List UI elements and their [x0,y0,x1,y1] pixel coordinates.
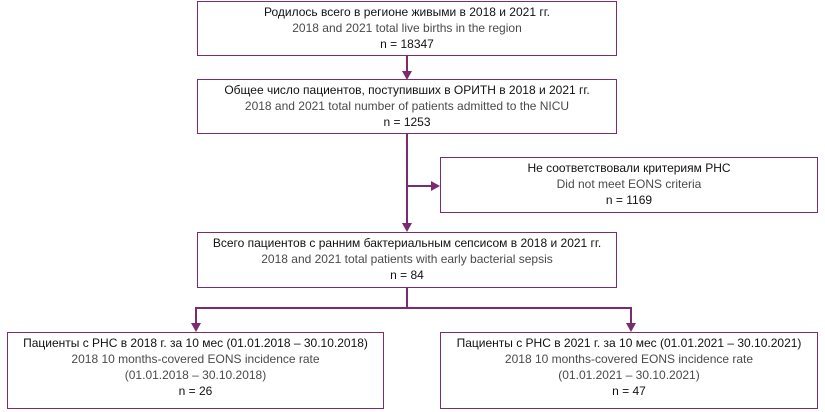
arrow-to-2018 [191,323,201,332]
box-excluded [440,157,818,213]
box-live-births-n: n = 18347 [380,37,434,51]
box-2021-period: (01.01.2021 – 30.10.2021) [558,368,700,382]
box-sepsis-en: 2018 and 2021 total patients with early bacterial sepsis [261,252,553,266]
box-nicu-admissions [197,79,617,134]
connector-to-excluded [407,185,433,187]
box-2021 [440,332,818,409]
box-live-births-ru: Родилось всего в регионе живыми в 2018 и 2021 гг. [264,5,550,19]
box-sepsis-n: n = 84 [390,268,424,282]
connector-nicu-sepsis [406,134,408,224]
box-excluded-ru: Не соответствовали критериям РНС [527,161,731,175]
box-excluded-n: n = 1169 [605,193,653,207]
connector-split-horizontal [195,307,632,309]
box-excluded-en: Did not meet EONS criteria [556,177,702,191]
box-2018-n: n = 26 [178,384,213,398]
arrow-to-excluded [431,181,440,191]
arrow-nicu-sepsis [402,223,412,232]
box-nicu-en: 2018 and 2021 total number of patients admitted to the NICU [244,99,570,113]
box-sepsis-total [197,232,617,288]
box-2018 [7,332,384,409]
arrow-to-2021 [626,323,636,332]
box-sepsis-ru: Всего пациентов с ранним бактериальным сепсисом в 2018 и 2021 гг. [212,236,602,250]
box-nicu-n: n = 1253 [383,115,431,129]
box-2021-n: n = 47 [612,384,646,398]
connector-births-nicu [406,56,408,72]
box-2021-en: 2018 10 months-covered EONS incidence rate [504,352,754,366]
box-nicu-ru: Общее число пациентов, поступивших в ОРИТН в 2018 и 2021 гг. [224,83,590,97]
box-2018-ru: Пациенты с РНС в 2018 г. за 10 мес (01.01.2018 – 30.10.2018) [23,336,368,350]
box-2021-ru: Пациенты с РНС в 2021 г. за 10 мес (01.01.2021 – 30.10.2021) [456,336,802,350]
box-2018-period: (01.01.2018 – 30.10.2018) [124,368,267,382]
connector-sepsis-split [406,288,408,308]
box-live-births-en: 2018 and 2021 total live births in the region [292,21,522,35]
box-2018-en: 2018 10 months-covered EONS incidence rate [71,352,320,366]
box-live-births [197,1,617,56]
